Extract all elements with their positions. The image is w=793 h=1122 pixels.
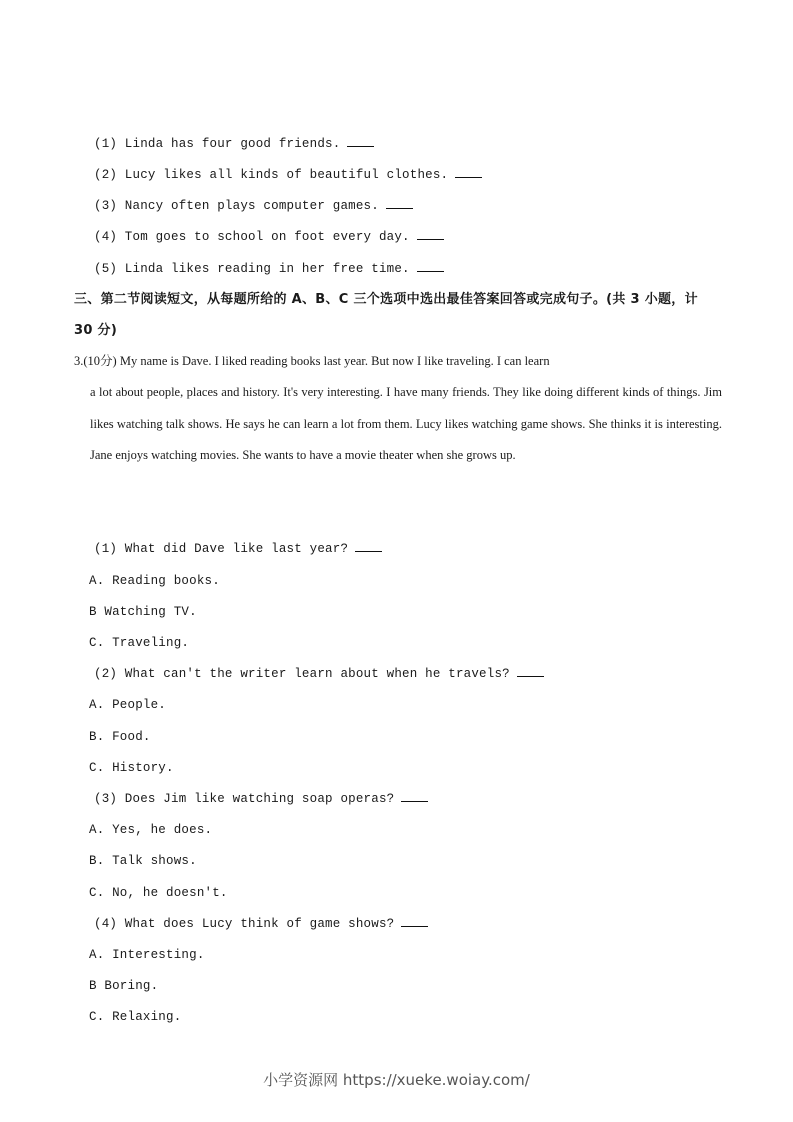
- answer-blank[interactable]: [401, 914, 428, 927]
- tf-item-text: (1) Linda has four good friends.: [94, 137, 341, 151]
- answer-blank[interactable]: [347, 134, 374, 147]
- tf-item-1: [94, 134, 374, 154]
- answer-blank[interactable]: [386, 196, 413, 209]
- section-heading: [74, 284, 724, 346]
- answer-blank[interactable]: [517, 664, 544, 677]
- subquestion-1-prompt: [94, 539, 382, 559]
- answer-blank[interactable]: [417, 227, 444, 240]
- tf-item-3: [94, 196, 413, 216]
- option-3c: C. No, he doesn't.: [89, 886, 228, 900]
- subquestion-text: (2) What can't the writer learn about when he travels?: [94, 667, 510, 681]
- option-4b: B Boring.: [89, 979, 159, 993]
- option-3b: B. Talk shows.: [89, 854, 197, 868]
- question-number: 3.: [74, 354, 84, 368]
- subquestion-text: (4) What does Lucy think of game shows?: [94, 917, 395, 931]
- option-1a: A. Reading books.: [89, 574, 220, 588]
- tf-item-text: (4) Tom goes to school on foot every day.: [94, 230, 410, 244]
- option-2c: C. History.: [89, 761, 174, 775]
- option-4c: C. Relaxing.: [89, 1010, 182, 1024]
- subquestion-2-prompt: [94, 664, 544, 684]
- tf-item-5: [94, 259, 444, 279]
- footer-watermark: 小学资源网 https://xueke.woiay.com/: [263, 1071, 530, 1089]
- tf-item-text: (5) Linda likes reading in her free time.: [94, 262, 410, 276]
- subquestion-3-prompt: [94, 789, 428, 809]
- option-4a: A. Interesting.: [89, 948, 205, 962]
- option-2a: A. People.: [89, 698, 167, 712]
- subquestion-4-prompt: [94, 914, 428, 934]
- answer-blank[interactable]: [455, 165, 482, 178]
- subquestion-text: (3) Does Jim like watching soap operas?: [94, 792, 395, 806]
- option-1c: C. Traveling.: [89, 636, 190, 650]
- answer-blank[interactable]: [401, 789, 428, 802]
- answer-blank[interactable]: [355, 539, 382, 552]
- option-2b: B. Food.: [89, 730, 151, 744]
- option-3a: A. Yes, he does.: [89, 823, 213, 837]
- passage-body: a lot about people, places and history. It's very interesting. I have many friends. They like doing different kinds of things. Jim likes watching talk shows. He says he can learn a lot from them. Lucy likes watching game shows. She thinks it is interesting. Jane enjoys watching movies. She wants to have a movie theater when she grows up.: [90, 385, 722, 462]
- section-heading-line2: 30 分): [74, 323, 118, 338]
- question-score: (10分): [83, 354, 117, 368]
- answer-blank[interactable]: [417, 259, 444, 272]
- tf-item-text: (2) Lucy likes all kinds of beautiful clothes.: [94, 168, 449, 182]
- tf-item-text: (3) Nancy often plays computer games.: [94, 199, 379, 213]
- tf-item-2: [94, 165, 482, 185]
- section-heading-line1: 三、第二节阅读短文，从每题所给的 A、B、C 三个选项中选出最佳答案回答或完成句子。(共 3 小题，计: [74, 292, 698, 307]
- passage-first-line: My name is Dave. I liked reading books last year. But now I like traveling. I can learn: [119, 354, 550, 368]
- option-1b: B Watching TV.: [89, 605, 197, 619]
- subquestion-text: (1) What did Dave like last year?: [94, 542, 349, 556]
- reading-passage: [74, 346, 722, 471]
- tf-item-4: [94, 227, 444, 247]
